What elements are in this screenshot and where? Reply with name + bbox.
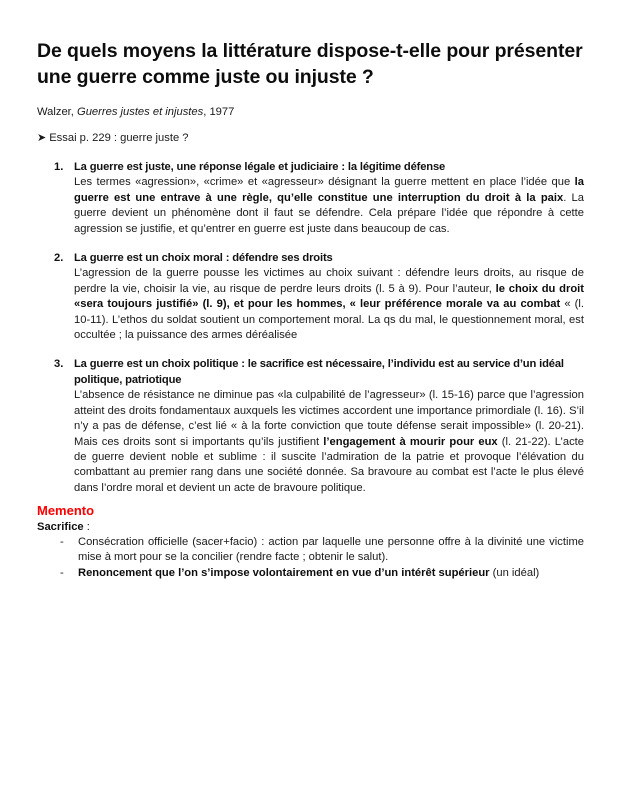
definition-text: (un idéal) bbox=[489, 566, 540, 579]
dash-bullet-icon: - bbox=[60, 566, 64, 579]
source-citation bbox=[37, 105, 234, 119]
dash-bullet-icon: - bbox=[60, 536, 64, 548]
arrow-bullet-icon: ➤ bbox=[37, 132, 47, 144]
section-heading: La guerre est juste, une réponse légale et judiciaire : la légitime défense bbox=[74, 161, 446, 173]
source-work-title: Guerres justes et injustes bbox=[77, 106, 204, 118]
definition-text: Consécration officielle (sacer+facio) : action par laquelle une personne offre à la divinité une victime mise à mort pour se la concilier (rendre facte ; obtenir le salut). bbox=[78, 536, 584, 564]
body-text: (l. 21-22). L’acte de guerre devient noble et sublime : il suscite l’admiration de la patrie et provoque l’élévation du combattant au premier rang dans une société donnée. Sa bravoure au combat est l’acte le plus élevé dans l’ordre moral et devient un acte de bravoure politique. bbox=[74, 435, 584, 494]
definition-emphasis: Renoncement que l’on s’impose volontairement en vue d’un intérêt supérieur bbox=[78, 566, 490, 579]
section-1 bbox=[54, 160, 584, 237]
source-year: , 1977 bbox=[203, 106, 235, 118]
body-emphasis: la guerre est une entrave à une règle, qu’elle constitue une interruption du droit à la paix bbox=[74, 176, 584, 204]
section-body bbox=[74, 266, 584, 343]
section-2 bbox=[54, 251, 584, 343]
body-text: « (l. 10-11). L’ethos du soldat soutient un comportement moral. La qs du mal, le questionnement moral, est occultée ; la puissance des armes déréalisée bbox=[74, 298, 584, 342]
memento-definitions bbox=[60, 535, 584, 581]
section-number: 2. bbox=[54, 252, 64, 265]
term-word: Sacrifice bbox=[37, 521, 84, 533]
section-number: 3. bbox=[54, 358, 64, 371]
section-3 bbox=[54, 357, 584, 496]
numbered-sections bbox=[54, 160, 584, 510]
section-number: 1. bbox=[54, 161, 64, 173]
body-emphasis: l’engagement à mourir pour eux bbox=[323, 435, 498, 448]
page-title: De quels moyens la littérature dispose-t-elle pour présenter une guerre comme juste ou injuste ? bbox=[37, 40, 583, 88]
body-text: L’agression de la guerre pousse les victimes au choix suivant : défendre leurs droits, au risque de perdre la vie, choisir la vie, au risque de perdre leurs droits (l. 5 à 9). Pour l’auteur, bbox=[74, 267, 584, 295]
body-emphasis: le choix du droit «sera toujours justifié» (l. 9), et pour les hommes, « leur préférence morale va au combat bbox=[74, 282, 584, 311]
section-heading: La guerre est un choix politique : le sacrifice est nécessaire, l’individu est au service d’un idéal politique, patriotique bbox=[74, 358, 564, 386]
body-text: . La guerre devient un phénomène dont il faut se défendre. Cela prépare l’idée que répondre à cette agression se justifie, et qu’entrer en guerre est juste dans beaucoup de cas. bbox=[74, 191, 584, 235]
definition-item bbox=[60, 566, 584, 581]
memento-term bbox=[37, 520, 90, 535]
definition-item bbox=[60, 535, 584, 566]
essai-text: Essai p. 229 : guerre juste ? bbox=[49, 132, 189, 144]
section-heading: La guerre est un choix moral : défendre ses droits bbox=[74, 252, 333, 265]
body-text: Les termes «agression», «crime» et «agresseur» désignant la guerre mettent en place l’idée que bbox=[74, 176, 575, 189]
source-author: Walzer, bbox=[37, 106, 77, 118]
body-text: L’absence de résistance ne diminue pas «la culpabilité de l’agresseur» (l. 15-16) parce que l’agression atteint des droits fondamentaux auxquels les victimes accordent une importance primordiale (l. 16). S’il n’y a pas de défense, c’est lié « à la forte conviction que toute défense serait impossible» (l. 20-21). Mais ces droits sont si importants qu’ils justifient bbox=[74, 389, 584, 448]
section-body bbox=[74, 388, 584, 496]
term-colon: : bbox=[83, 521, 90, 533]
section-body bbox=[74, 175, 584, 237]
memento-heading: Memento bbox=[37, 503, 95, 518]
essai-reference bbox=[37, 131, 189, 145]
